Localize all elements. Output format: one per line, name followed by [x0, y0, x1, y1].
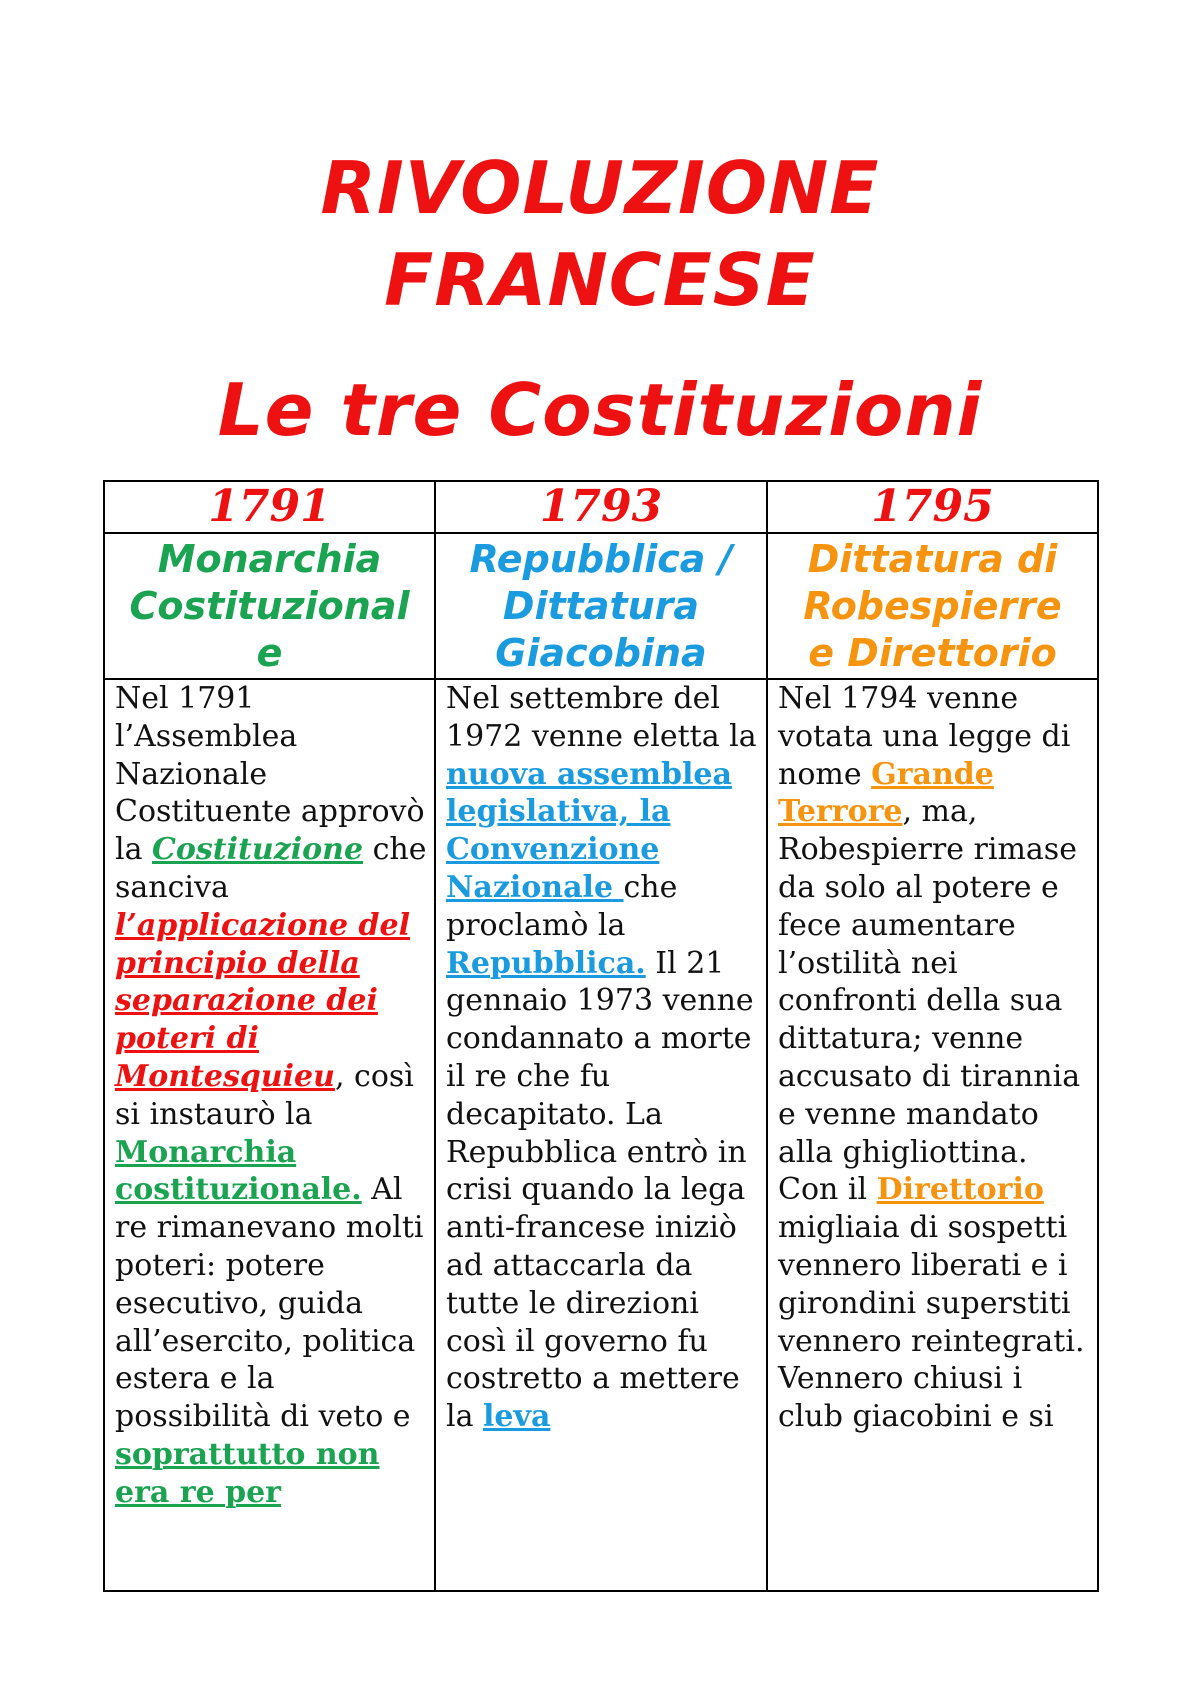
- body-text: , così si instaurò la: [115, 1058, 414, 1132]
- document-title: [0, 142, 1200, 326]
- body-text: che proclamò la: [446, 869, 678, 943]
- highlight-monarchia-costituzionale: Monarchia costituzionale.: [115, 1134, 362, 1208]
- year-1791: 1791: [104, 481, 435, 533]
- heading-line: e: [256, 631, 283, 675]
- body-text: migliaia di sospetti vennero liberati e i girondini superstiti vennero reintegrati. Vennero chiusi i club giacobini e si: [778, 1210, 1085, 1435]
- heading-line: Costituzional: [129, 584, 410, 628]
- title-line-2: FRANCESE: [384, 238, 816, 322]
- body-text: Nel 1791 l’Assemblea Nazionale Costituente approvò la: [115, 681, 425, 868]
- body-text: Nel settembre del 1972 venne eletta la: [446, 681, 757, 754]
- highlight-soprattutto: soprattutto non era re per: [115, 1436, 380, 1510]
- body-text: Il 21 gennaio 1973 venne condannato a morte il re che fu decapitato. La Repubblica entrò in crisi quando la lega anti-francese iniziò ad attaccarla da tutte le direzioni così il governo fu costretto a mettere la: [446, 945, 754, 1435]
- body-text: Nel 1794 venne votata una legge di nome: [778, 681, 1071, 792]
- highlight-costituzione: Costituzione: [152, 832, 364, 868]
- heading-line: e Direttorio: [808, 631, 1057, 675]
- heading-line: Robespierre: [803, 584, 1062, 628]
- heading-1793: [435, 533, 767, 679]
- body-1793: [435, 679, 767, 1591]
- highlight-direttorio: Direttorio: [876, 1172, 1044, 1208]
- body-text: che sanciva: [115, 832, 427, 905]
- body-1795: [767, 679, 1098, 1591]
- constitutions-table: [103, 480, 1099, 1592]
- highlight-leva: leva: [483, 1399, 551, 1435]
- highlight-grande-terrore: Grande Terrore: [778, 756, 994, 830]
- heading-line: Dittatura: [502, 584, 700, 628]
- year-1793: 1793: [435, 481, 767, 533]
- heading-line: Dittatura di: [807, 537, 1058, 581]
- heading-line: Giacobina: [495, 631, 707, 675]
- highlight-separazione-poteri: l’applicazione del principio della separazione dei poteri di Montesquieu: [115, 907, 410, 1094]
- heading-1791: [104, 533, 435, 679]
- year-1795: 1795: [767, 481, 1098, 533]
- body-text: , ma, Robespierre rimase da solo al potere e fece aumentare l’ostilità nei confronti della sua dittatura; venne accusato di tirannia e venne mandato alla ghigliottina. Con il: [778, 794, 1081, 1208]
- body-text: Al re rimanevano molti poteri: potere esecutivo, guida all’esercito, politica estera e la possibilità di veto e: [115, 1172, 424, 1435]
- heading-line: Repubblica /: [469, 537, 733, 581]
- heading-line: Monarchia: [157, 537, 382, 581]
- title-line-1: RIVOLUZIONE: [320, 146, 880, 230]
- heading-row: [104, 533, 1098, 679]
- year-row: [104, 481, 1098, 533]
- highlight-convenzione-nazionale: nuova assemblea legislativa, la Convenzione Nazionale: [446, 756, 732, 905]
- body-row: [104, 679, 1098, 1591]
- highlight-repubblica: Repubblica.: [446, 945, 646, 981]
- heading-1795: [767, 533, 1098, 679]
- document-subtitle: Le tre Costituzioni: [217, 368, 983, 452]
- body-1791: [104, 679, 435, 1591]
